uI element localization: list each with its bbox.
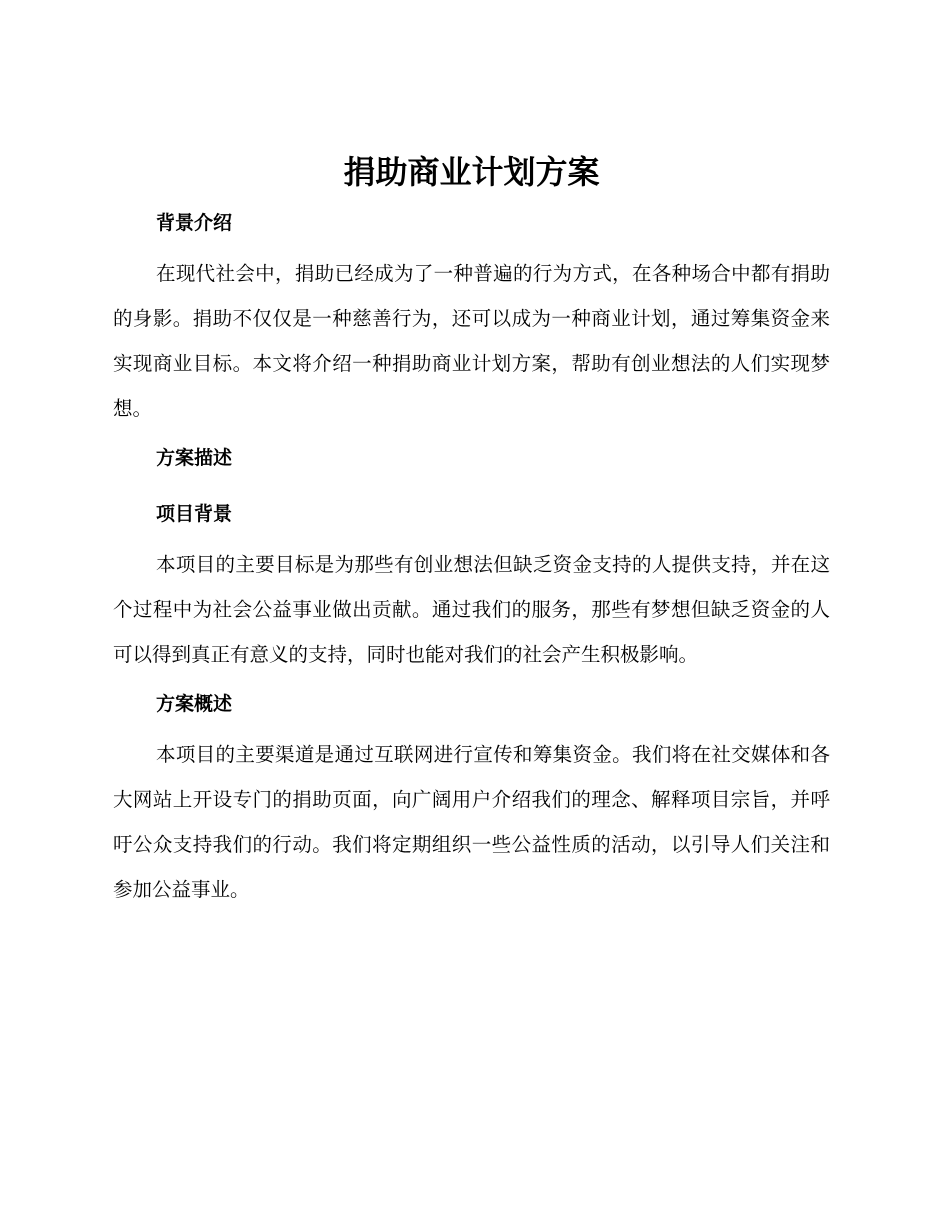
document-body — [113, 150, 830, 912]
document-title: 捐助商业计划方案 — [343, 153, 600, 191]
section-paragraph-project-background: 本项目的主要目标是为那些有创业想法但缺乏资金支持的人提供支持，并在这个过程中为社会公益事业做出贡献。通过我们的服务，那些有梦想但缺乏资金的人可以得到真正有意义的支持，同时也能对我们的社会产生积极影响。 — [113, 553, 830, 666]
section-heading-project-background: 项目背景 — [156, 503, 233, 525]
section-heading-plan-description: 方案描述 — [156, 447, 233, 469]
section-paragraph-plan-overview: 本项目的主要渠道是通过互联网进行宣传和筹集资金。我们将在社交媒体和各大网站上开设专门的捐助页面，向广阔用户介绍我们的理念、解释项目宗旨，并呼吁公众支持我们的行动。我们将定期组织一些公益性质的活动，以引导人们关注和参加公益事业。 — [113, 743, 830, 901]
section-heading-plan-overview: 方案概述 — [156, 693, 233, 715]
section-heading-background: 背景介绍 — [156, 212, 233, 234]
section-paragraph-background: 在现代社会中，捐助已经成为了一种普遍的行为方式，在各种场合中都有捐助的身影。捐助不仅仅是一种慈善行为，还可以成为一种商业计划，通过筹集资金来实现商业目标。本文将介绍一种捐助商业计划方案，帮助有创业想法的人们实现梦想。 — [113, 262, 830, 420]
